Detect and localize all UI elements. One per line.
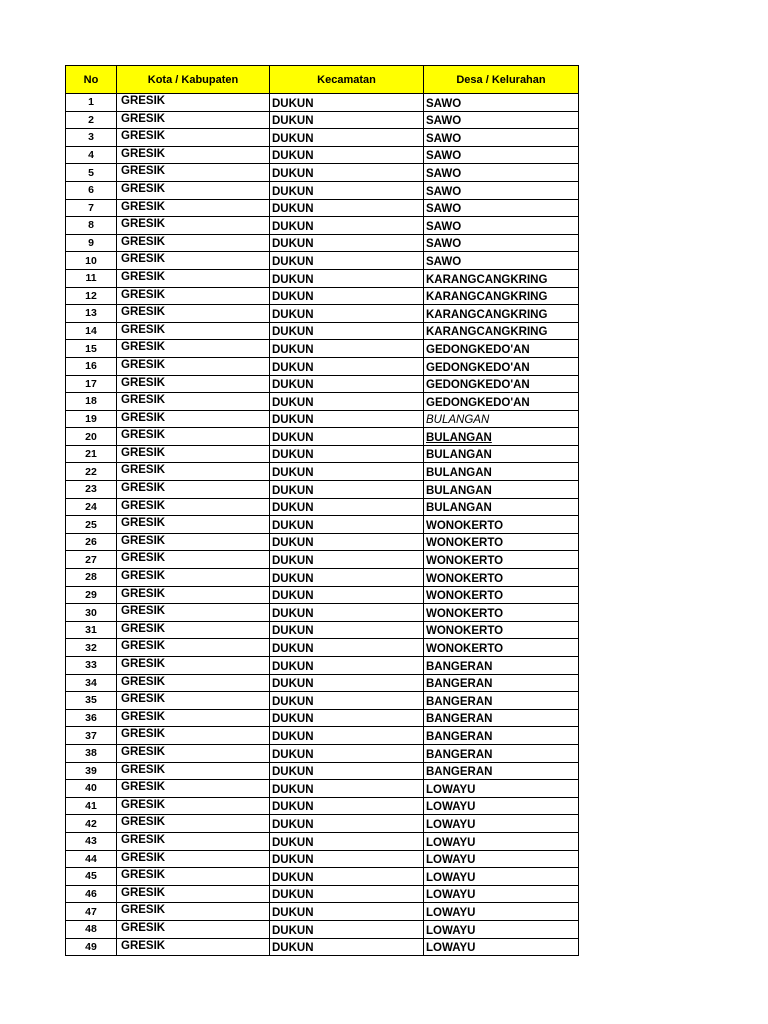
cell-desa-kelurahan: BULANGAN <box>424 428 579 446</box>
cell-kota-kabupaten: GRESIK <box>117 780 270 798</box>
table-row <box>66 164 579 182</box>
table-row <box>66 586 579 604</box>
cell-kecamatan: DUKUN <box>270 551 424 569</box>
cell-kota-kabupaten: GRESIK <box>117 217 270 235</box>
cell-kota-kabupaten: GRESIK <box>117 920 270 938</box>
table-row <box>66 393 579 411</box>
table-row <box>66 463 579 481</box>
cell-kota-kabupaten: GRESIK <box>117 762 270 780</box>
cell-kota-kabupaten: GRESIK <box>117 410 270 428</box>
cell-desa-kelurahan: SAWO <box>424 164 579 182</box>
cell-desa-kelurahan: WONOKERTO <box>424 639 579 657</box>
cell-no: 3 <box>66 129 117 147</box>
cell-kota-kabupaten: GRESIK <box>117 393 270 411</box>
cell-kota-kabupaten: GRESIK <box>117 498 270 516</box>
table-row <box>66 498 579 516</box>
cell-desa-kelurahan: LOWAYU <box>424 868 579 886</box>
cell-kecamatan: DUKUN <box>270 357 424 375</box>
cell-no: 30 <box>66 604 117 622</box>
cell-desa-kelurahan: GEDONGKEDO'AN <box>424 375 579 393</box>
cell-kecamatan: DUKUN <box>270 445 424 463</box>
cell-kecamatan: DUKUN <box>270 780 424 798</box>
table-row <box>66 428 579 446</box>
table-row <box>66 604 579 622</box>
cell-kota-kabupaten: GRESIK <box>117 340 270 358</box>
cell-kota-kabupaten: GRESIK <box>117 533 270 551</box>
cell-desa-kelurahan: LOWAYU <box>424 903 579 921</box>
cell-kecamatan: DUKUN <box>270 569 424 587</box>
cell-desa-kelurahan: LOWAYU <box>424 797 579 815</box>
cell-kota-kabupaten: GRESIK <box>117 305 270 323</box>
cell-desa-kelurahan: KARANGCANGKRING <box>424 322 579 340</box>
cell-no: 35 <box>66 692 117 710</box>
cell-kecamatan: DUKUN <box>270 674 424 692</box>
cell-no: 10 <box>66 252 117 270</box>
cell-desa-kelurahan: WONOKERTO <box>424 551 579 569</box>
cell-kecamatan: DUKUN <box>270 481 424 499</box>
table-row <box>66 322 579 340</box>
cell-kota-kabupaten: GRESIK <box>117 428 270 446</box>
cell-no: 1 <box>66 94 117 112</box>
cell-kota-kabupaten: GRESIK <box>117 269 270 287</box>
cell-no: 45 <box>66 868 117 886</box>
cell-no: 47 <box>66 903 117 921</box>
cell-kecamatan: DUKUN <box>270 146 424 164</box>
table-row <box>66 445 579 463</box>
table-header <box>66 66 579 94</box>
table-row <box>66 569 579 587</box>
cell-desa-kelurahan: SAWO <box>424 94 579 112</box>
table-row <box>66 621 579 639</box>
cell-kota-kabupaten: GRESIK <box>117 322 270 340</box>
cell-desa-kelurahan: WONOKERTO <box>424 604 579 622</box>
cell-no: 39 <box>66 762 117 780</box>
cell-desa-kelurahan: BANGERAN <box>424 744 579 762</box>
cell-kota-kabupaten: GRESIK <box>117 164 270 182</box>
cell-kota-kabupaten: GRESIK <box>117 832 270 850</box>
cell-kota-kabupaten: GRESIK <box>117 129 270 147</box>
table-row <box>66 516 579 534</box>
cell-kecamatan: DUKUN <box>270 709 424 727</box>
cell-kota-kabupaten: GRESIK <box>117 181 270 199</box>
table-row <box>66 639 579 657</box>
cell-no: 43 <box>66 832 117 850</box>
cell-kecamatan: DUKUN <box>270 164 424 182</box>
cell-desa-kelurahan: SAWO <box>424 129 579 147</box>
cell-no: 17 <box>66 375 117 393</box>
table-row <box>66 780 579 798</box>
table-row <box>66 287 579 305</box>
cell-desa-kelurahan: GEDONGKEDO'AN <box>424 357 579 375</box>
cell-desa-kelurahan: LOWAYU <box>424 832 579 850</box>
table-row <box>66 762 579 780</box>
table-row <box>66 375 579 393</box>
cell-kecamatan: DUKUN <box>270 181 424 199</box>
cell-desa-kelurahan: KARANGCANGKRING <box>424 287 579 305</box>
table-row <box>66 181 579 199</box>
cell-no: 20 <box>66 428 117 446</box>
cell-kota-kabupaten: GRESIK <box>117 287 270 305</box>
cell-kecamatan: DUKUN <box>270 639 424 657</box>
cell-desa-kelurahan: BANGERAN <box>424 692 579 710</box>
cell-kecamatan: DUKUN <box>270 938 424 956</box>
cell-kota-kabupaten: GRESIK <box>117 94 270 112</box>
cell-no: 25 <box>66 516 117 534</box>
cell-kecamatan: DUKUN <box>270 727 424 745</box>
cell-no: 44 <box>66 850 117 868</box>
cell-kecamatan: DUKUN <box>270 903 424 921</box>
cell-no: 48 <box>66 920 117 938</box>
cell-no: 41 <box>66 797 117 815</box>
table-row <box>66 657 579 675</box>
cell-kota-kabupaten: GRESIK <box>117 850 270 868</box>
table-row <box>66 832 579 850</box>
cell-desa-kelurahan: BANGERAN <box>424 674 579 692</box>
cell-no: 23 <box>66 481 117 499</box>
cell-desa-kelurahan: SAWO <box>424 252 579 270</box>
cell-desa-kelurahan: SAWO <box>424 217 579 235</box>
cell-desa-kelurahan: LOWAYU <box>424 920 579 938</box>
table-row <box>66 692 579 710</box>
cell-no: 22 <box>66 463 117 481</box>
cell-no: 11 <box>66 269 117 287</box>
cell-kota-kabupaten: GRESIK <box>117 674 270 692</box>
cell-no: 29 <box>66 586 117 604</box>
cell-no: 32 <box>66 639 117 657</box>
cell-desa-kelurahan: BANGERAN <box>424 709 579 727</box>
cell-kota-kabupaten: GRESIK <box>117 481 270 499</box>
table-row <box>66 129 579 147</box>
table-row <box>66 938 579 956</box>
cell-no: 14 <box>66 322 117 340</box>
cell-kota-kabupaten: GRESIK <box>117 111 270 129</box>
cell-kecamatan: DUKUN <box>270 762 424 780</box>
cell-kota-kabupaten: GRESIK <box>117 551 270 569</box>
cell-kota-kabupaten: GRESIK <box>117 868 270 886</box>
cell-desa-kelurahan: LOWAYU <box>424 885 579 903</box>
table-row <box>66 727 579 745</box>
cell-kecamatan: DUKUN <box>270 744 424 762</box>
cell-no: 33 <box>66 657 117 675</box>
cell-kota-kabupaten: GRESIK <box>117 727 270 745</box>
cell-kecamatan: DUKUN <box>270 305 424 323</box>
cell-kecamatan: DUKUN <box>270 621 424 639</box>
cell-no: 2 <box>66 111 117 129</box>
cell-kota-kabupaten: GRESIK <box>117 744 270 762</box>
cell-desa-kelurahan: SAWO <box>424 111 579 129</box>
cell-kota-kabupaten: GRESIK <box>117 692 270 710</box>
cell-desa-kelurahan: LOWAYU <box>424 850 579 868</box>
cell-kota-kabupaten: GRESIK <box>117 709 270 727</box>
table-row <box>66 111 579 129</box>
table-row <box>66 674 579 692</box>
table-row <box>66 797 579 815</box>
cell-desa-kelurahan: SAWO <box>424 181 579 199</box>
cell-desa-kelurahan: GEDONGKEDO'AN <box>424 340 579 358</box>
table-row <box>66 340 579 358</box>
cell-desa-kelurahan: WONOKERTO <box>424 569 579 587</box>
cell-no: 5 <box>66 164 117 182</box>
cell-desa-kelurahan: BULANGAN <box>424 498 579 516</box>
cell-no: 15 <box>66 340 117 358</box>
cell-kecamatan: DUKUN <box>270 463 424 481</box>
cell-kota-kabupaten: GRESIK <box>117 463 270 481</box>
cell-no: 16 <box>66 357 117 375</box>
cell-kecamatan: DUKUN <box>270 920 424 938</box>
cell-kecamatan: DUKUN <box>270 692 424 710</box>
cell-desa-kelurahan: BANGERAN <box>424 762 579 780</box>
cell-desa-kelurahan: WONOKERTO <box>424 533 579 551</box>
cell-no: 34 <box>66 674 117 692</box>
table-row <box>66 815 579 833</box>
cell-no: 46 <box>66 885 117 903</box>
cell-desa-kelurahan: BULANGAN <box>424 410 579 428</box>
cell-kecamatan: DUKUN <box>270 111 424 129</box>
table-row <box>66 709 579 727</box>
table-row <box>66 410 579 428</box>
cell-kecamatan: DUKUN <box>270 199 424 217</box>
cell-kota-kabupaten: GRESIK <box>117 445 270 463</box>
table-body <box>66 94 579 956</box>
cell-desa-kelurahan: SAWO <box>424 146 579 164</box>
cell-kota-kabupaten: GRESIK <box>117 199 270 217</box>
cell-kota-kabupaten: GRESIK <box>117 657 270 675</box>
cell-desa-kelurahan: WONOKERTO <box>424 586 579 604</box>
cell-no: 36 <box>66 709 117 727</box>
table-row <box>66 551 579 569</box>
cell-desa-kelurahan: BULANGAN <box>424 445 579 463</box>
cell-no: 8 <box>66 217 117 235</box>
cell-kota-kabupaten: GRESIK <box>117 903 270 921</box>
cell-no: 6 <box>66 181 117 199</box>
cell-kecamatan: DUKUN <box>270 287 424 305</box>
table-row <box>66 357 579 375</box>
cell-kota-kabupaten: GRESIK <box>117 815 270 833</box>
cell-desa-kelurahan: LOWAYU <box>424 938 579 956</box>
cell-no: 19 <box>66 410 117 428</box>
cell-desa-kelurahan: WONOKERTO <box>424 621 579 639</box>
table-row <box>66 269 579 287</box>
cell-desa-kelurahan: SAWO <box>424 199 579 217</box>
cell-kecamatan: DUKUN <box>270 516 424 534</box>
header-kecamatan: Kecamatan <box>270 66 424 94</box>
header-no: No <box>66 66 117 94</box>
cell-no: 7 <box>66 199 117 217</box>
cell-kota-kabupaten: GRESIK <box>117 621 270 639</box>
cell-kecamatan: DUKUN <box>270 850 424 868</box>
cell-kota-kabupaten: GRESIK <box>117 375 270 393</box>
cell-kota-kabupaten: GRESIK <box>117 604 270 622</box>
cell-desa-kelurahan: WONOKERTO <box>424 516 579 534</box>
cell-kota-kabupaten: GRESIK <box>117 797 270 815</box>
table-row <box>66 850 579 868</box>
cell-kecamatan: DUKUN <box>270 94 424 112</box>
cell-kecamatan: DUKUN <box>270 832 424 850</box>
cell-no: 13 <box>66 305 117 323</box>
cell-kecamatan: DUKUN <box>270 533 424 551</box>
cell-kecamatan: DUKUN <box>270 217 424 235</box>
table-row <box>66 199 579 217</box>
cell-desa-kelurahan: GEDONGKEDO'AN <box>424 393 579 411</box>
data-table <box>65 65 579 956</box>
cell-kecamatan: DUKUN <box>270 410 424 428</box>
table-row <box>66 903 579 921</box>
cell-kota-kabupaten: GRESIK <box>117 252 270 270</box>
table-row <box>66 252 579 270</box>
cell-kecamatan: DUKUN <box>270 797 424 815</box>
cell-desa-kelurahan: LOWAYU <box>424 815 579 833</box>
cell-kota-kabupaten: GRESIK <box>117 586 270 604</box>
cell-kecamatan: DUKUN <box>270 269 424 287</box>
cell-no: 28 <box>66 569 117 587</box>
cell-kecamatan: DUKUN <box>270 868 424 886</box>
table-row <box>66 481 579 499</box>
cell-kecamatan: DUKUN <box>270 252 424 270</box>
table-row <box>66 744 579 762</box>
header-row <box>66 66 579 94</box>
table-row <box>66 217 579 235</box>
cell-no: 18 <box>66 393 117 411</box>
cell-no: 38 <box>66 744 117 762</box>
table-row <box>66 234 579 252</box>
table-row <box>66 885 579 903</box>
cell-kecamatan: DUKUN <box>270 129 424 147</box>
cell-kecamatan: DUKUN <box>270 340 424 358</box>
cell-kota-kabupaten: GRESIK <box>117 516 270 534</box>
cell-no: 24 <box>66 498 117 516</box>
cell-no: 49 <box>66 938 117 956</box>
cell-desa-kelurahan: BANGERAN <box>424 657 579 675</box>
cell-no: 31 <box>66 621 117 639</box>
header-desa-kelurahan: Desa / Kelurahan <box>424 66 579 94</box>
cell-no: 37 <box>66 727 117 745</box>
cell-kota-kabupaten: GRESIK <box>117 357 270 375</box>
cell-desa-kelurahan: BULANGAN <box>424 463 579 481</box>
cell-desa-kelurahan: BULANGAN <box>424 481 579 499</box>
table-row <box>66 146 579 164</box>
cell-desa-kelurahan: KARANGCANGKRING <box>424 269 579 287</box>
table-row <box>66 94 579 112</box>
cell-kota-kabupaten: GRESIK <box>117 885 270 903</box>
table-row <box>66 305 579 323</box>
cell-kecamatan: DUKUN <box>270 428 424 446</box>
cell-kota-kabupaten: GRESIK <box>117 639 270 657</box>
cell-kecamatan: DUKUN <box>270 322 424 340</box>
cell-kota-kabupaten: GRESIK <box>117 569 270 587</box>
table-row <box>66 533 579 551</box>
cell-no: 40 <box>66 780 117 798</box>
cell-kecamatan: DUKUN <box>270 498 424 516</box>
cell-kecamatan: DUKUN <box>270 586 424 604</box>
cell-no: 27 <box>66 551 117 569</box>
cell-kecamatan: DUKUN <box>270 815 424 833</box>
cell-kota-kabupaten: GRESIK <box>117 938 270 956</box>
cell-kecamatan: DUKUN <box>270 604 424 622</box>
cell-no: 4 <box>66 146 117 164</box>
cell-desa-kelurahan: LOWAYU <box>424 780 579 798</box>
cell-desa-kelurahan: SAWO <box>424 234 579 252</box>
cell-kecamatan: DUKUN <box>270 885 424 903</box>
cell-no: 9 <box>66 234 117 252</box>
cell-no: 12 <box>66 287 117 305</box>
cell-kecamatan: DUKUN <box>270 393 424 411</box>
cell-no: 26 <box>66 533 117 551</box>
cell-kecamatan: DUKUN <box>270 657 424 675</box>
cell-no: 21 <box>66 445 117 463</box>
cell-kecamatan: DUKUN <box>270 375 424 393</box>
table-row <box>66 920 579 938</box>
cell-no: 42 <box>66 815 117 833</box>
cell-kota-kabupaten: GRESIK <box>117 146 270 164</box>
cell-kecamatan: DUKUN <box>270 234 424 252</box>
table-row <box>66 868 579 886</box>
cell-desa-kelurahan: KARANGCANGKRING <box>424 305 579 323</box>
cell-desa-kelurahan: BANGERAN <box>424 727 579 745</box>
cell-kota-kabupaten: GRESIK <box>117 234 270 252</box>
header-kota-kabupaten: Kota / Kabupaten <box>117 66 270 94</box>
